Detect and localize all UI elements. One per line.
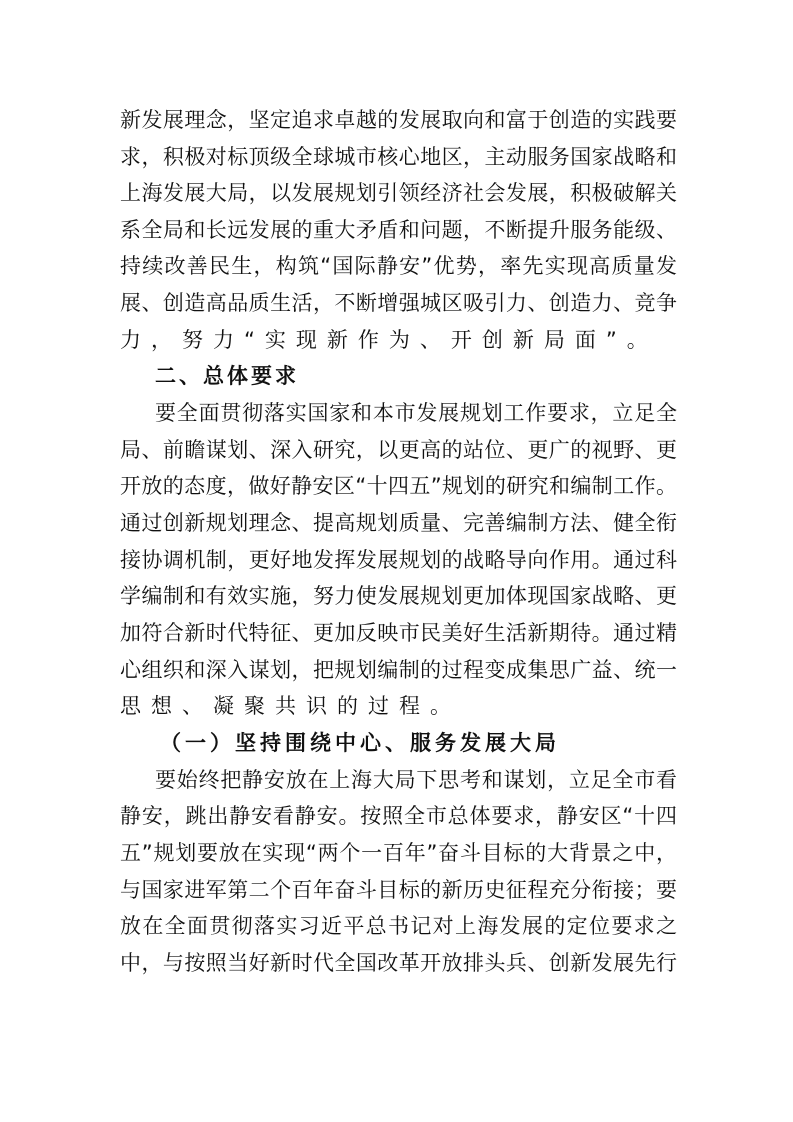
text-line: 与国家进军第二个百年奋斗目标的新历史征程充分衔接；要 [120,878,677,902]
text-line: 放在全面贯彻落实习近平总书记对上海发展的定位要求之 [120,914,677,938]
text-line: 力，努力“实现新作为、开创新局面”。 [120,328,658,352]
text-line: 学编制和有效实施，努力使发展规划更加体现国家战略、更 [120,584,677,608]
text-line: 求，积极对标顶级全球城市核心地区，主动服务国家战略和 [120,145,677,169]
text-line: 思想、凝聚共识的过程。 [120,694,461,718]
text-line: 系全局和长远发展的重大矛盾和问题，不断提升服务能级、 [120,218,677,242]
text-line: 心组织和深入谋划，把规划编制的过程变成集思广益、统一 [120,658,677,682]
text-line: 上海发展大局，以发展规划引领经济社会发展，积极破解关 [120,181,677,205]
text-line: 展、创造高品质生活，不断增强城区吸引力、创造力、竞争 [120,291,677,315]
text-line: 要全面贯彻落实国家和本市发展规划工作要求，立足全 [155,401,677,425]
text-line: 要始终把静安放在上海大局下思考和谋划，立足全市看 [155,768,677,792]
text-line: 中，与按照当好新时代全国改革开放排头兵、创新发展先行 [120,951,677,975]
text-line: 五”规划要放在实现“两个一百年”奋斗目标的大背景之中， [120,841,677,865]
text-line: 局、前瞻谋划、深入研究，以更高的站位、更广的视野、更 [120,438,677,462]
text-line: 接协调机制，更好地发挥发展规划的战略导向作用。通过科 [120,548,677,572]
text-line: 通过创新规划理念、提高规划质量、完善编制方法、健全衔 [120,511,677,535]
text-line: 开放的态度，做好静安区“十四五”规划的研究和编制工作。 [120,474,677,498]
section-heading: 二、总体要求 [155,364,299,388]
text-line: 新发展理念，坚定追求卓越的发展取向和富于创造的实践要 [120,108,677,132]
text-line: 加符合新时代特征、更加反映市民美好生活新期待。通过精 [120,621,677,645]
subsection-heading: （一）坚持围绕中心、服务发展大局 [160,731,560,755]
text-line: 静安，跳出静安看静安。按照全市总体要求，静安区“十四 [120,804,677,828]
text-line: 持续改善民生，构筑“国际静安”优势，率先实现高质量发 [120,254,677,278]
